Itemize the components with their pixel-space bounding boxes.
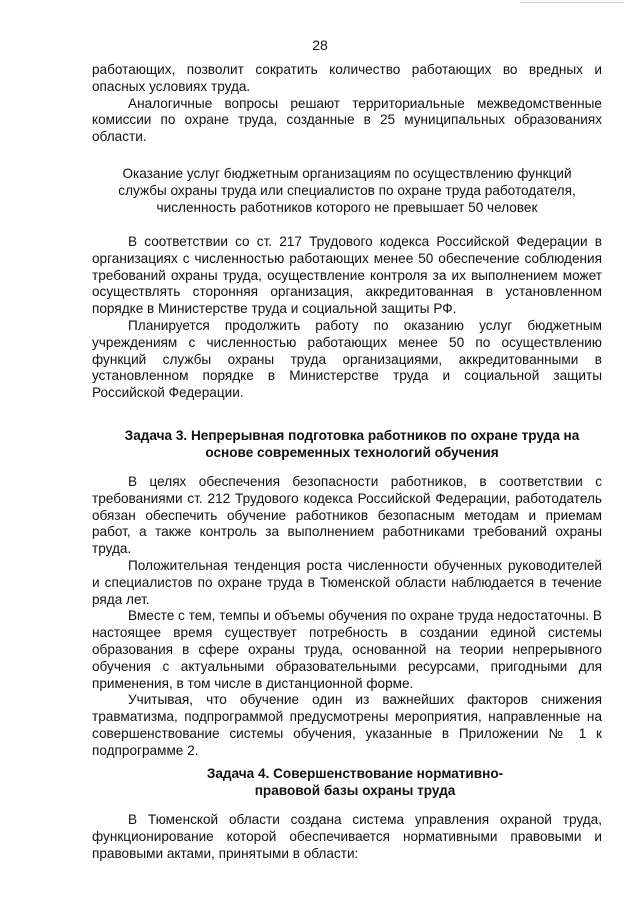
paragraph: В Тюменской области создана система управления охраной труда, функционирование которой обеспечивается нормативными правовыми и правовыми актами, принятыми в области: (92, 812, 602, 861)
page-number: 28 (312, 37, 328, 53)
paragraph: В соответствии со ст. 217 Трудового кодекса Российской Федерации в организациях с численностью работающих менее 50 обеспечение соблюдения требований охраны труда, осуществление контроля за их выполнением может осуществлять сторонняя организация, аккредитованная в установленном порядке в Министерстве труда и социальной защиты РФ. (92, 234, 602, 317)
paragraph-group-1 (92, 62, 602, 146)
paragraph: Положительная тенденция роста численности обученных руководителей и специалистов по охране труда в Тюменской области наблюдается в течение ряда лет. (92, 557, 602, 607)
paragraph: Аналогичные вопросы решают территориальные межведомственные комиссии по охране труда, созданные в 25 муниципальных образованиях области. (92, 95, 602, 145)
paragraph-group-2 (92, 234, 602, 402)
scan-edge-mark (520, 0, 624, 3)
section-heading-3 (200, 766, 510, 800)
paragraph: работающих, позволит сократить количество работающих во вредных и опасных условиях труда. (92, 62, 602, 94)
section-heading-1 (112, 166, 582, 216)
paragraph: Вместе с тем, темпы и объемы обучения по охране труда недостаточны. В настоящее время существует потребность в создании единой системы образования в сфере охраны труда, основанной на теории непрерывного обучения с актуальными образовательными ресурсами, пригодными для применения, в том числе в дистанционной форме. (92, 608, 602, 691)
heading-text: Задача 4. Совершенствование нормативно-правовой базы охраны труда (206, 766, 504, 798)
paragraph-group-4 (92, 812, 602, 862)
paragraph: Учитывая, что обучение один из важнейших факторов снижения травматизма, подпрограммой предусмотрены мероприятия, направленные на совершенствование системы обучения, указанные в Приложении № 1 к подпрограмме 2. (92, 692, 602, 758)
heading-text: Задача 3. Непрерывная подготовка работников по охране труда на основе современных технологий обучения (124, 428, 580, 460)
heading-text: Оказание услуг бюджетным организациям по осуществлению функций службы охраны труда или специалистов по охране труда работодателя, численность работников которого не превышает 50 человек (118, 166, 576, 215)
paragraph: В целях обеспечения безопасности работников, в соответствии с требованиями ст. 212 Трудового кодекса Российской Федерации, работодатель обязан обеспечить обучение работников безопасным методам и приемам работ, а также контроль за выполнением работниками требований охраны труда. (92, 474, 602, 557)
paragraph: Планируется продолжить работу по оказанию услуг бюджетным учреждениям с численностью работающих менее 50 по осуществлению функций службы охраны труда организациями, аккредитованными в установленном порядке в Министерстве труда и социальной защиты Российской Федерации. (92, 317, 602, 401)
section-heading-2 (112, 428, 592, 462)
paragraph-group-3 (92, 474, 602, 760)
